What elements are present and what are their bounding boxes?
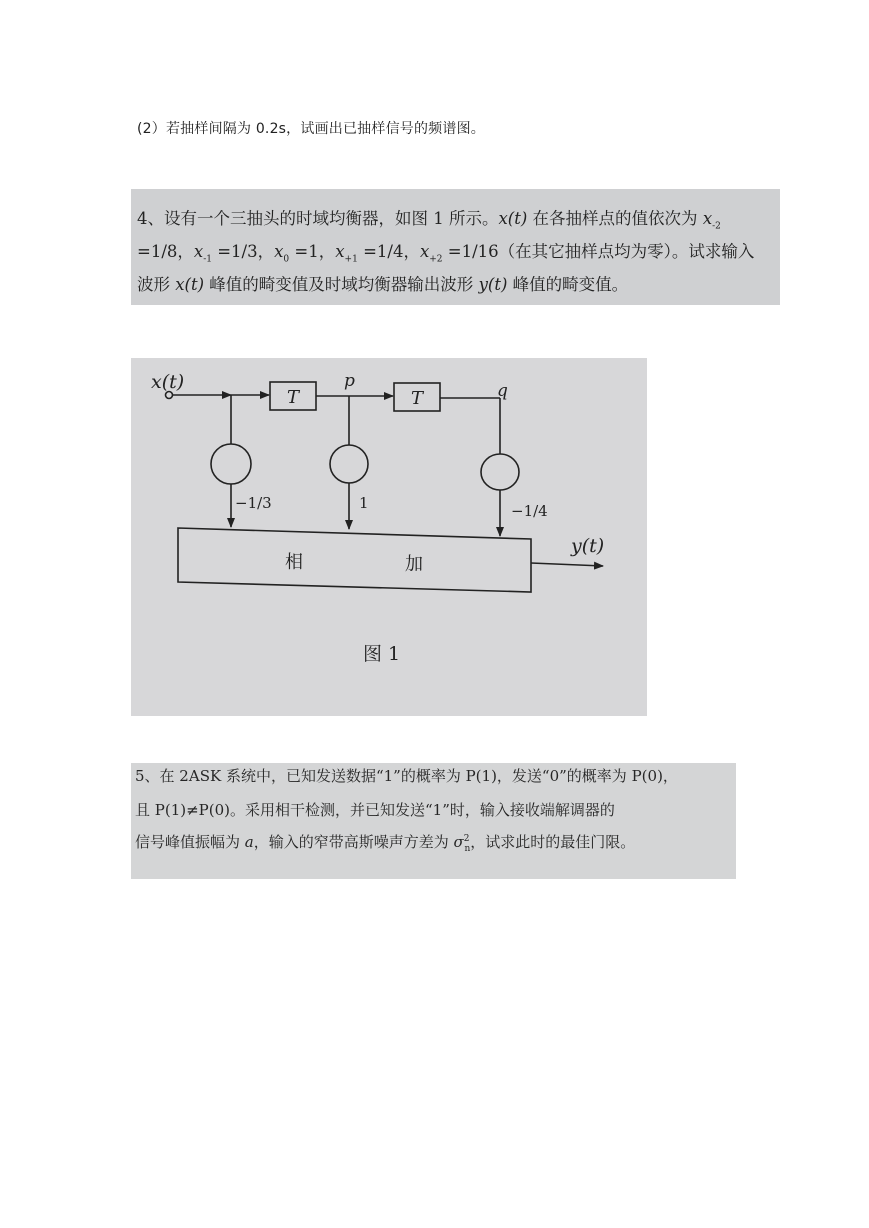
q4-var: x: [335, 242, 345, 261]
adder-label-left: 相: [285, 552, 303, 573]
q4-text: 在各抽样点的值依次为: [527, 209, 703, 228]
figure-1-photo: [131, 358, 647, 716]
q4-signal-x: x(t): [498, 209, 528, 228]
q4-sub: +1: [344, 254, 358, 265]
question-5-line-2: 且 P(1)≠P(0)。采用相干检测，并已知发送“1”时，输入接收端解调器的: [135, 801, 615, 819]
adder-block: [178, 528, 531, 592]
tap-weight-2: [330, 445, 368, 483]
tap-2-label: 1: [359, 494, 369, 512]
delay-label-2: T: [411, 388, 424, 409]
q4-text: =1/4，: [357, 242, 420, 261]
q4-var: x: [193, 242, 204, 261]
question-5-line-1: 5、在 2ASK 系统中，已知发送数据“1”的概率为 P(1)，发送“0”的概率为 P(0)，: [135, 767, 678, 785]
q4-signal-y: y(t): [478, 275, 508, 294]
q4-sub: -1: [203, 254, 212, 265]
q5-text: 信号峰值振幅为: [135, 833, 245, 851]
q5-sigma-sup: 2: [463, 834, 470, 844]
question-4-line-3: [137, 271, 628, 295]
input-label: x(t): [151, 371, 185, 393]
q5-text: ，试求此时的最佳门限。: [470, 833, 636, 851]
tap-3-label: −1/4: [511, 502, 548, 520]
delay-label-1: T: [287, 387, 300, 408]
q4-sub: -2: [712, 221, 721, 232]
q4-text: =1/16（在其它抽样点均为零）。试求输入: [442, 242, 755, 261]
q4-var: x: [419, 242, 430, 261]
q5-text: ，输入的窄带高斯噪声方差为: [253, 833, 454, 851]
q4-var: x: [702, 209, 713, 228]
q4-var: x: [274, 242, 284, 261]
question-3-part-2: (2）若抽样间隔为 0.2s，试画出已抽样信号的频谱图。: [137, 121, 485, 137]
question-4-photo: [131, 189, 780, 305]
q4-sub: +2: [429, 254, 443, 265]
node-q-label: q: [497, 381, 508, 401]
q4-text: =1/8，: [137, 242, 194, 261]
question-4-line-1: [137, 205, 721, 231]
q4-text: 4、设有一个三抽头的时域均衡器，如图 1 所示。: [137, 209, 499, 228]
output-label: y(t): [571, 535, 605, 557]
figure-caption: 图 1: [363, 643, 401, 665]
q4-text: =1，: [289, 242, 336, 261]
tap-weight-1: [211, 444, 251, 484]
q4-sub: 0: [283, 254, 290, 265]
adder-label-right: 加: [405, 554, 423, 575]
tap-weight-3: [481, 454, 519, 490]
q4-text: 峰值的畸变值。: [507, 275, 629, 294]
q4-signal-x: x(t): [175, 275, 205, 294]
output-line: [531, 563, 603, 566]
q5-sigma-sub: n: [464, 844, 471, 854]
q4-text: 峰值的畸变值及时域均衡器输出波形: [204, 275, 479, 294]
tap-1-label: −1/3: [235, 494, 272, 512]
q5-amplitude-var: a: [244, 833, 254, 851]
equalizer-diagram: [131, 358, 647, 716]
question-4-line-2: [137, 238, 754, 264]
node-p-label: p: [344, 371, 355, 391]
q4-text: 波形: [137, 275, 176, 294]
q4-text: =1/3，: [211, 242, 275, 261]
question-5-line-3: [135, 831, 635, 854]
question-5-photo: [131, 763, 736, 879]
q5-sigma: σ: [453, 833, 464, 851]
